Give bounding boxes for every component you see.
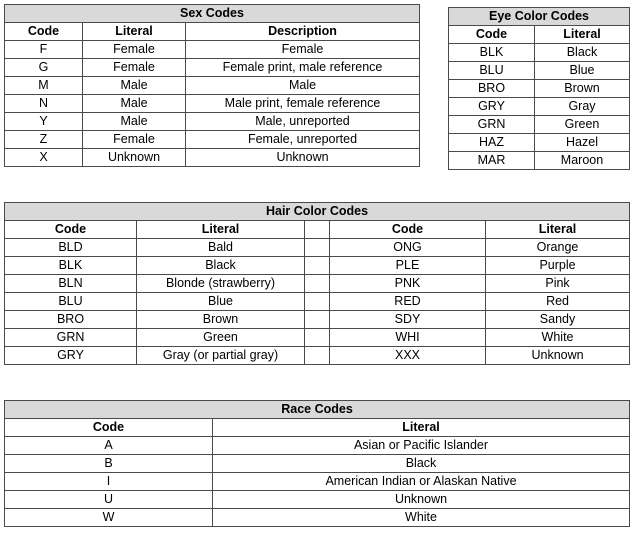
table-row <box>5 59 420 77</box>
literal-cell: American Indian or Alaskan Native <box>213 473 630 491</box>
column-header-literal: Literal <box>137 221 305 239</box>
table-row <box>5 257 630 275</box>
code-cell: XXX <box>330 347 486 365</box>
code-cell: I <box>5 473 213 491</box>
code-cell: F <box>5 41 83 59</box>
column-spacer <box>305 257 330 275</box>
literal-cell: Blue <box>535 62 630 80</box>
code-cell: G <box>5 59 83 77</box>
table-row <box>5 311 630 329</box>
code-cell: A <box>5 437 213 455</box>
literal-cell: Orange <box>486 239 630 257</box>
code-cell: PLE <box>330 257 486 275</box>
column-header-literal: Literal <box>213 419 630 437</box>
literal-cell: White <box>486 329 630 347</box>
table-row <box>449 134 630 152</box>
column-header-description: Description <box>186 23 420 41</box>
literal-cell: White <box>213 509 630 527</box>
code-cell: Y <box>5 113 83 131</box>
race-codes-title: Race Codes <box>5 401 630 419</box>
column-spacer <box>305 239 330 257</box>
literal-cell: Unknown <box>213 491 630 509</box>
column-header-code: Code <box>5 419 213 437</box>
table-row <box>5 275 630 293</box>
code-cell: U <box>5 491 213 509</box>
description-cell: Female print, male reference <box>186 59 420 77</box>
description-cell: Male print, female reference <box>186 95 420 113</box>
literal-cell: Pink <box>486 275 630 293</box>
table-row <box>449 116 630 134</box>
code-cell: GRN <box>5 329 137 347</box>
column-header-literal: Literal <box>535 26 630 44</box>
literal-cell: Gray <box>535 98 630 116</box>
sex-codes-title: Sex Codes <box>5 5 420 23</box>
code-cell: BLK <box>449 44 535 62</box>
table-row <box>449 62 630 80</box>
code-cell: ONG <box>330 239 486 257</box>
table-row <box>5 239 630 257</box>
literal-cell: Red <box>486 293 630 311</box>
column-header-literal: Literal <box>486 221 630 239</box>
description-cell: Female <box>186 41 420 59</box>
code-cell: WHI <box>330 329 486 347</box>
code-cell: W <box>5 509 213 527</box>
table-row <box>5 473 630 491</box>
literal-cell: Male <box>83 95 186 113</box>
literal-cell: Hazel <box>535 134 630 152</box>
literal-cell: Blonde (strawberry) <box>137 275 305 293</box>
hair-color-codes-title: Hair Color Codes <box>5 203 630 221</box>
sex-codes-table <box>4 4 420 167</box>
description-cell: Female, unreported <box>186 131 420 149</box>
table-row <box>5 131 420 149</box>
column-spacer <box>305 293 330 311</box>
table-row <box>5 41 420 59</box>
literal-cell: Asian or Pacific Islander <box>213 437 630 455</box>
table-row <box>449 80 630 98</box>
description-cell: Unknown <box>186 149 420 167</box>
code-cell: BRO <box>449 80 535 98</box>
literal-cell: Black <box>137 257 305 275</box>
code-cell: BLD <box>5 239 137 257</box>
code-cell: BLK <box>5 257 137 275</box>
code-cell: X <box>5 149 83 167</box>
description-cell: Male <box>186 77 420 95</box>
hair-color-codes-body <box>5 239 630 365</box>
literal-cell: Black <box>535 44 630 62</box>
table-row <box>5 95 420 113</box>
column-spacer <box>305 221 330 239</box>
literal-cell: Green <box>535 116 630 134</box>
code-cell: BLU <box>5 293 137 311</box>
literal-cell: Female <box>83 41 186 59</box>
literal-cell: Male <box>83 77 186 95</box>
table-row <box>5 113 420 131</box>
code-cell: N <box>5 95 83 113</box>
eye-color-codes-table <box>448 7 630 170</box>
code-cell: BLU <box>449 62 535 80</box>
literal-cell: Sandy <box>486 311 630 329</box>
literal-cell: Brown <box>137 311 305 329</box>
code-cell: MAR <box>449 152 535 170</box>
column-header-code: Code <box>5 23 83 41</box>
table-row <box>449 152 630 170</box>
column-header-code: Code <box>330 221 486 239</box>
code-cell: SDY <box>330 311 486 329</box>
sex-codes-body <box>5 41 420 167</box>
code-cell: Z <box>5 131 83 149</box>
column-spacer <box>305 275 330 293</box>
column-header-code: Code <box>449 26 535 44</box>
literal-cell: Purple <box>486 257 630 275</box>
description-cell: Male, unreported <box>186 113 420 131</box>
literal-cell: Blue <box>137 293 305 311</box>
table-row <box>5 77 420 95</box>
table-row <box>5 509 630 527</box>
table-row <box>5 437 630 455</box>
code-cell: GRN <box>449 116 535 134</box>
code-cell: PNK <box>330 275 486 293</box>
code-cell: HAZ <box>449 134 535 152</box>
code-cell: BRO <box>5 311 137 329</box>
code-cell: GRY <box>5 347 137 365</box>
table-row <box>449 98 630 116</box>
column-spacer <box>305 347 330 365</box>
race-codes-table <box>4 400 630 527</box>
eye-color-codes-body <box>449 44 630 170</box>
table-row <box>5 293 630 311</box>
literal-cell: Female <box>83 59 186 77</box>
hair-color-codes-table <box>4 202 630 365</box>
code-cell: GRY <box>449 98 535 116</box>
literal-cell: Maroon <box>535 152 630 170</box>
race-codes-body <box>5 437 630 527</box>
table-row <box>5 149 420 167</box>
literal-cell: Male <box>83 113 186 131</box>
literal-cell: Unknown <box>83 149 186 167</box>
code-cell: BLN <box>5 275 137 293</box>
table-row <box>5 455 630 473</box>
table-row <box>5 491 630 509</box>
column-spacer <box>305 311 330 329</box>
table-row <box>449 44 630 62</box>
code-cell: M <box>5 77 83 95</box>
column-spacer <box>305 329 330 347</box>
literal-cell: Black <box>213 455 630 473</box>
literal-cell: Green <box>137 329 305 347</box>
literal-cell: Female <box>83 131 186 149</box>
literal-cell: Gray (or partial gray) <box>137 347 305 365</box>
eye-color-codes-title: Eye Color Codes <box>449 8 630 26</box>
literal-cell: Brown <box>535 80 630 98</box>
column-header-code: Code <box>5 221 137 239</box>
column-header-literal: Literal <box>83 23 186 41</box>
literal-cell: Bald <box>137 239 305 257</box>
table-row <box>5 347 630 365</box>
literal-cell: Unknown <box>486 347 630 365</box>
table-row <box>5 329 630 347</box>
code-cell: RED <box>330 293 486 311</box>
code-cell: B <box>5 455 213 473</box>
